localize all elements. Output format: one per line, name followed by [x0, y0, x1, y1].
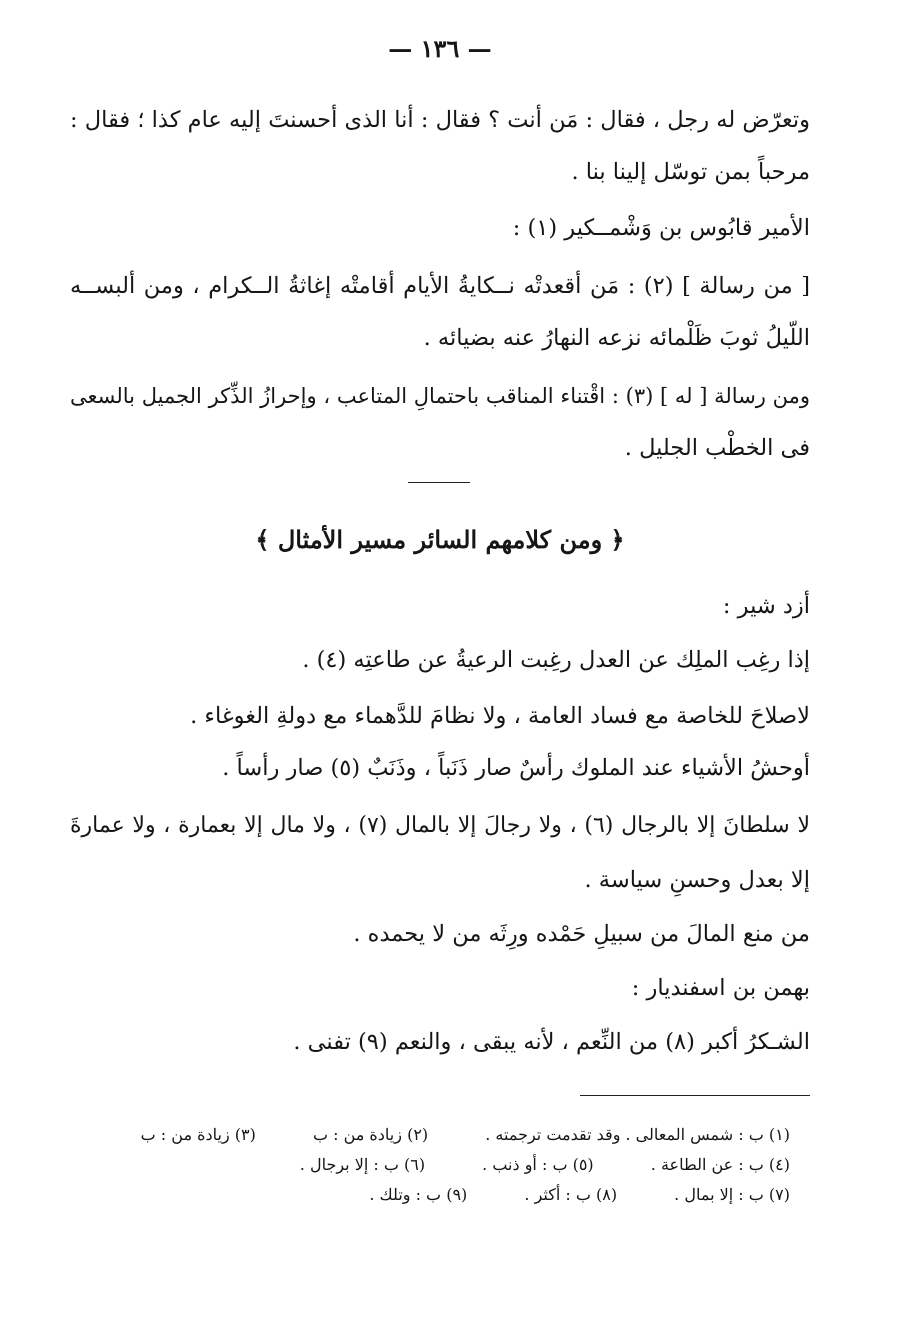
footnote: (٥) ب : أو ذنب .: [482, 1155, 594, 1174]
body-line: أوحشُ الأشياء عند الملوك رأسٌ صار ذَنَباً ، وذَنَبٌ (٥) صار رأساً .: [222, 755, 810, 781]
body-line: لاصلاحَ للخاصة مع فساد العامة ، ولا نظامَ للدَّهماء مع دولةِ الغوغاء .: [190, 703, 810, 729]
footnote: (١) ب : شمس المعالى . وقد تقدمت ترجمته .: [485, 1125, 790, 1144]
footnote: (٩) ب : وتلك .: [369, 1185, 468, 1204]
body-line: الشـكرُ أكبر (٨) من النِّعم ، لأنه يبقى ، والنعم (٩) تفنى .: [293, 1029, 810, 1055]
body-line: [ من رسالة ] (٢) : مَن أقعدتْه نــكايةُ الأيام أقامتْه إغاثةُ الــكرام ، ومن ألبســه: [70, 273, 810, 299]
section-heading: ﴿ ومن كلامهم السائر مسير الأمثال ﴾: [255, 525, 625, 554]
footnote-rule: [580, 1095, 810, 1096]
body-line: من منع المالَ من سبيلِ حَمْده ورِثَه من لا يحمده .: [353, 921, 810, 947]
footnote-row: [70, 1152, 790, 1178]
footnote: (٨) ب : أكثر .: [524, 1185, 618, 1204]
footnote: (٧) ب : إلا بمال .: [674, 1185, 790, 1204]
body-line: مرحباً بمن توسّل إلينا بنا .: [571, 159, 810, 185]
body-line: ومن رسالة [ له ] (٣) : اقْتناء المناقب باحتمالِ المتاعب ، وإحرازُ الذِّكر الجميل بالسعى: [70, 384, 811, 408]
footnote: (٢) زيادة من : ب: [312, 1125, 429, 1144]
footnote: (٦) ب : إلا برجال .: [299, 1155, 426, 1174]
footnote-row: [70, 1122, 790, 1148]
body-line: إذا رغِب الملِك عن العدل رغِبت الرعيةُ عن طاعتِه (٤) .: [302, 647, 810, 673]
body-line: فى الخطْب الجليل .: [624, 435, 810, 461]
body-line: لا سلطانَ إلا بالرجال (٦) ، ولا رجالَ إلا بالمال (٧) ، ولا مال إلا بعمارة ، ولا عمارةَ: [70, 813, 810, 838]
body-line: الأمير قابُوس بن وَشْمــكير (١) :: [512, 215, 810, 241]
footnote: (٣) زيادة من : ب: [140, 1125, 256, 1144]
page-number: — ١٣٦ —: [388, 34, 492, 63]
body-line: اللّيلُ ثوبَ ظَلْمائه نزعه النهارُ عنه بضيائه .: [423, 325, 810, 351]
body-line: وتعرّض له رجل ، فقال : مَن أنت ؟ فقال : أنا الذى أحسنتَ إليه عام كذا ؛ فقال :: [70, 107, 810, 133]
body-line: أزد شير :: [722, 593, 810, 619]
footnote-row: [70, 1182, 790, 1208]
body-line: إلا بعدل وحسنِ سياسة .: [584, 867, 810, 893]
body-line: بهمن بن اسفنديار :: [631, 975, 810, 1001]
section-divider: [408, 482, 470, 483]
footnote: (٤) ب : عن الطاعة .: [650, 1155, 790, 1174]
book-page: [70, 0, 810, 1317]
